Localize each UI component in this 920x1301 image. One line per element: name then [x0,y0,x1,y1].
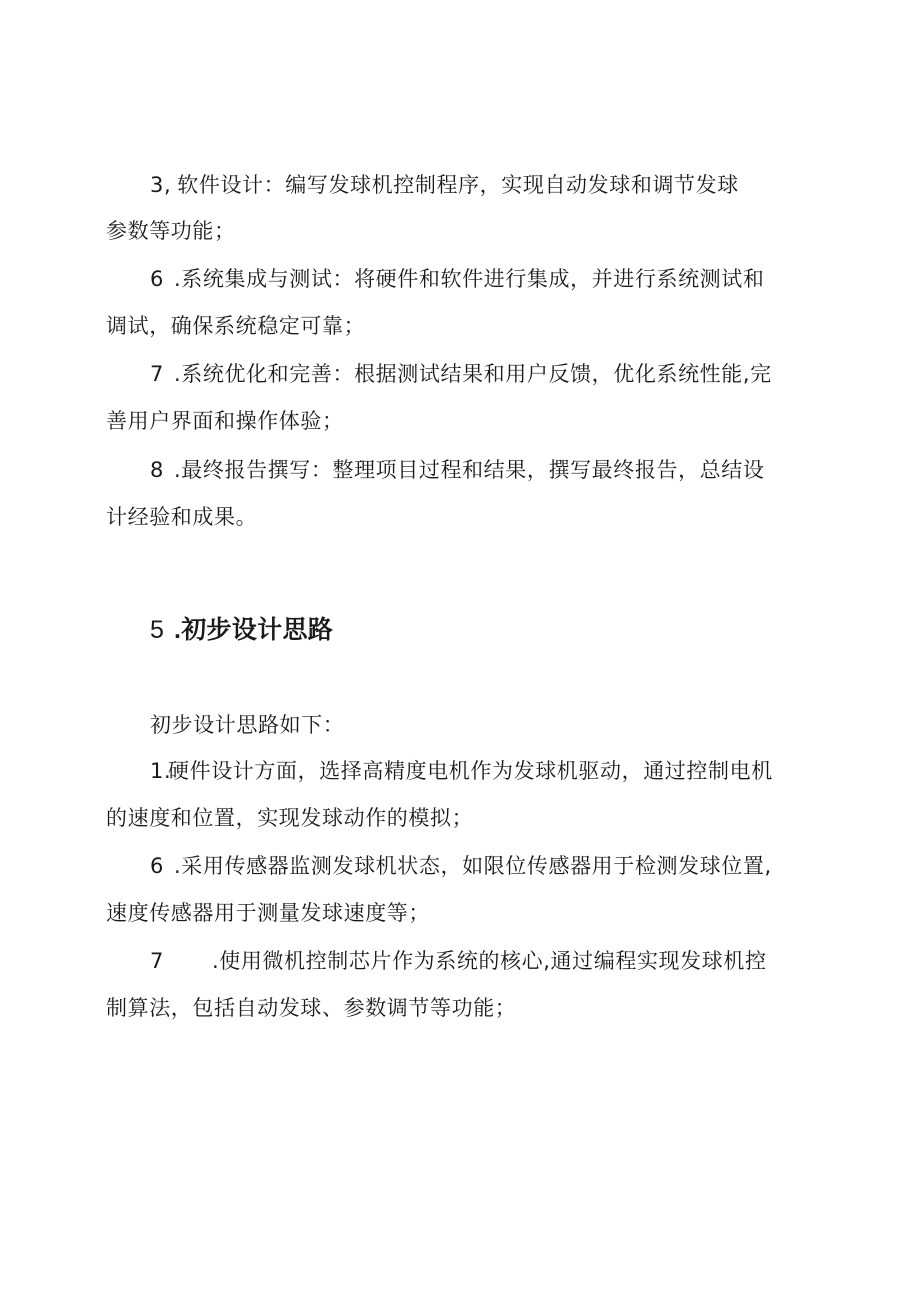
list-item-continuation: 计经验和成果。 [106,505,258,529]
list-item-number: 7 [150,362,164,386]
list-item-text: .最终报告撰写：整理项目过程和结果，撰写最终报告，总结设 [174,458,765,482]
list-item-text: 软件设计：编写发球机控制程序，实现自动发球和调节发球 [177,173,739,197]
list-item-text: .使用微机控制芯片作为系统的核心,通过编程实现发球机控 [212,949,767,973]
list-item-text: 硬件设计方面，选择高精度电机作为发球机驱动，通过控制电机 [168,759,773,783]
list-item-line [150,456,764,484]
section-intro: 初步设计思路如下： [150,713,345,737]
list-item-line [150,947,767,975]
list-item-text: .系统优化和完善：根据测试结果和用户反馈，优化系统性能,完 [174,362,772,386]
list-item-number: 6 [150,267,164,291]
list-item-line [150,757,773,785]
list-item-number: 3, [150,173,172,197]
list-item-continuation: 制算法，包括自动发球、参数调节等功能； [106,996,517,1020]
list-item-line [150,852,772,880]
list-item-number: 6 [150,854,164,878]
list-item-number: 1. [150,759,172,783]
list-item-number: 7 [150,949,164,973]
list-item-continuation: 调试，确保系统稳定可靠； [106,314,366,338]
list-item-text: .采用传感器监测发球机状态，如限位传感器用于检测发球位置, [174,854,772,878]
section-heading [150,614,333,646]
section-heading-title: .初步设计思路 [174,616,334,644]
list-item-continuation: 速度传感器用于测量发球速度等； [106,901,430,925]
list-item-line [150,360,772,388]
list-item-text: .系统集成与测试：将硬件和软件进行集成，并进行系统测试和 [174,267,765,291]
list-item-number: 8 [150,458,164,482]
list-item-line [150,265,764,293]
list-item-continuation: 参数等功能； [106,219,236,243]
list-item-continuation: 的速度和位置，实现发球动作的模拟； [106,806,474,830]
list-item-line [150,171,739,199]
list-item-continuation: 善用户界面和操作体验； [106,409,344,433]
section-heading-number: 5 [150,616,165,644]
